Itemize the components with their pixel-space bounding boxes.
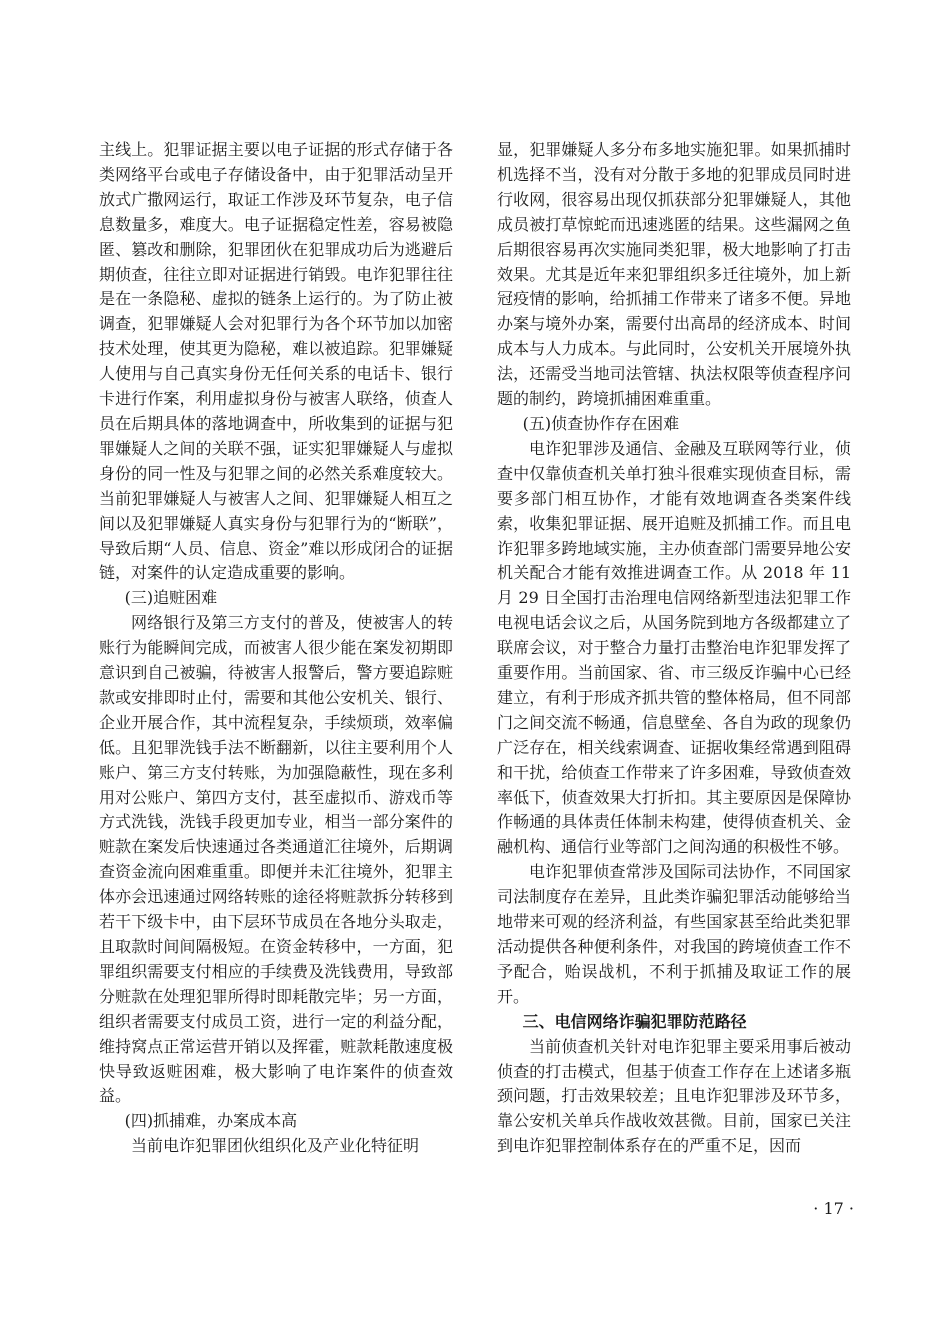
paragraph-international: 电诈犯罪侦查常涉及国际司法协作，不同国家司法制度存在差异，且此类诈骗犯罪活动能够给当地带来可观的经济利益，有些国家甚至给此类犯罪活动提供各种便利条件，对我国的跨境侦查工作不予配合，贻误战机，不利于抓捕及取证工作的展开。 (497, 862, 851, 1006)
paragraph-evidence: 主线上。犯罪证据主要以电子证据的形式存储于各类网络平台或电子存储设备中，由于犯罪活动呈开放式广撒网运行，取证工作涉及环节复杂，电子信息数量多，难度大。电子证据稳定性差，容易被隐匿、篡改和删除，犯罪团伙在犯罪成功后为逃避后期侦查，往往立即对证据进行销毁。电诈犯罪往往是在一条隐秘、虚拟的链条上运行的。为了防止被调查，犯罪嫌疑人会对犯罪行为各个环节加以加密技术处理，使其更为隐秘，难以被追踪。犯罪嫌疑人使用与自己真实身份无任何关系的电话卡、银行卡进行作案，利用虚拟身份与被害人联络，侦查人员在后期具体的落地调查中，所收集到的证据与犯罪嫌疑人之间的关联不强，证实犯罪嫌疑人与虚拟身份的同一性及与犯罪之间的必然关系难度较大。当前犯罪嫌疑人与被害人之间、犯罪嫌疑人相互之间以及犯罪嫌疑人真实身份与犯罪行为的“断联”，导致后期“人员、信息、资金”难以形成闭合的证据链，对案件的认定造成重要的影响。 (99, 140, 453, 583)
subsection-heading-4: (四)抓捕难，办案成本高 (124, 1111, 298, 1131)
paragraph-arrest-start: 当前电诈犯罪团伙组织化及产业化特征明 (131, 1136, 420, 1156)
paragraph-recovery: 网络银行及第三方支付的普及，使被害人的转账行为能瞬间完成，而被害人很少能在案发初期即意识到自己被骗，待被害人报警后，警方要追踪赃款或安排即时止付，需要和其他公安机关、银行、企业开展合作，其中流程复杂，手续烦琐，效率偏低。且犯罪洗钱手法不断翻新，以往主要利用个人账户、第三方支付转账，为加强隐蔽性，现在多利用对公账户、第四方支付，甚至虚拟币、游戏币等方式洗钱，洗钱手段更加专业，相当一部分案件的赃款在案发后快速通过各类通道汇往境外，后期调查资金流向困难重重。即便并未汇往境外，犯罪主体亦会迅速通过网络转账的途径将赃款拆分转移到若干下级卡中，由下层环节成员在各地分头取走，且取款时间间隔极短。在资金转移中，一方面，犯罪组织需要支付相应的手续费及洗钱费用，导致部分赃款在处理犯罪所得时即耗散完毕；另一方面，组织者需要支付成员工资，进行一定的利益分配，维持窝点正常运营开销以及挥霍，赃款耗散速度极快导致返赃困难，极大影响了电诈案件的侦查效益。 (99, 613, 453, 1106)
right-column (497, 138, 851, 1159)
subsection-heading-3: (三)追赃困难 (124, 588, 218, 608)
section-heading-3: 三、电信网络诈骗犯罪防范路径 (522, 1011, 747, 1031)
paragraph-prevention: 当前侦查机关针对电诈犯罪主要采用事后被动侦查的打击模式，但基于侦查工作存在上述诸多瓶颈问题，打击效果较差；且电诈犯罪涉及环节多，靠公安机关单兵作战收效甚微。目前，国家已关注到电诈犯罪控制体系存在的严重不足，因而 (497, 1036, 851, 1156)
paragraph-arrest-cont: 显，犯罪嫌疑人多分布多地实施犯罪。如果抓捕时机选择不当，没有对分散于多地的犯罪成员同时进行收网，很容易出现仅抓获部分犯罪嫌疑人，其他成员被打草惊蛇而迅速逃匿的结果。这些漏网之鱼后期很容易再次实施同类犯罪，极大地影响了打击效果。尤其是近年来犯罪组织多迁往境外，加上新冠疫情的影响，给抓捕工作带来了诸多不便。异地办案与境外办案，需要付出高昂的经济成本、时间成本与人力成本。与此同时，公安机关开展境外执法，还需受当地司法管辖、执法权限等侦查程序问题的制约，跨境抓捕困难重重。 (497, 140, 851, 409)
left-column (99, 138, 453, 1159)
page-number: · 17 · (813, 1199, 854, 1218)
paragraph-cooperation: 电诈犯罪涉及通信、金融及互联网等行业，侦查中仅靠侦查机关单打独斗很难实现侦查目标，需要多部门相互协作，才能有效地调查各类案件线索，收集犯罪证据、展开追赃及抓捕工作。而且电诈犯罪多跨地域实施，主办侦查部门需要异地公安机关配合才能有效推进调查工作。从 2018 年 11 月 29 日全国打击治理电信网络新型违法犯罪工作电视电话会议之后，从国务院到地方各级都建立了联席会议，对于整合力量打击整治电诈犯罪发挥了重要作用。当前国家、省、市三级反诈骗中心已经建立，有利于形成齐抓共管的整体格局，但不同部门之间交流不畅通，信息壁垒、各自为政的现象仍广泛存在，相关线索调查、证据收集经常遇到阻碍和干扰，给侦查工作带来了许多困难，导致侦查效率低下，侦查效果大打折扣。其主要原因是保障协作畅通的具体责任体制未构建，使得侦查机关、金融机构、通信行业等部门之间沟通的积极性不够。 (497, 438, 851, 857)
subsection-heading-5: (五)侦查协作存在困难 (522, 413, 680, 433)
